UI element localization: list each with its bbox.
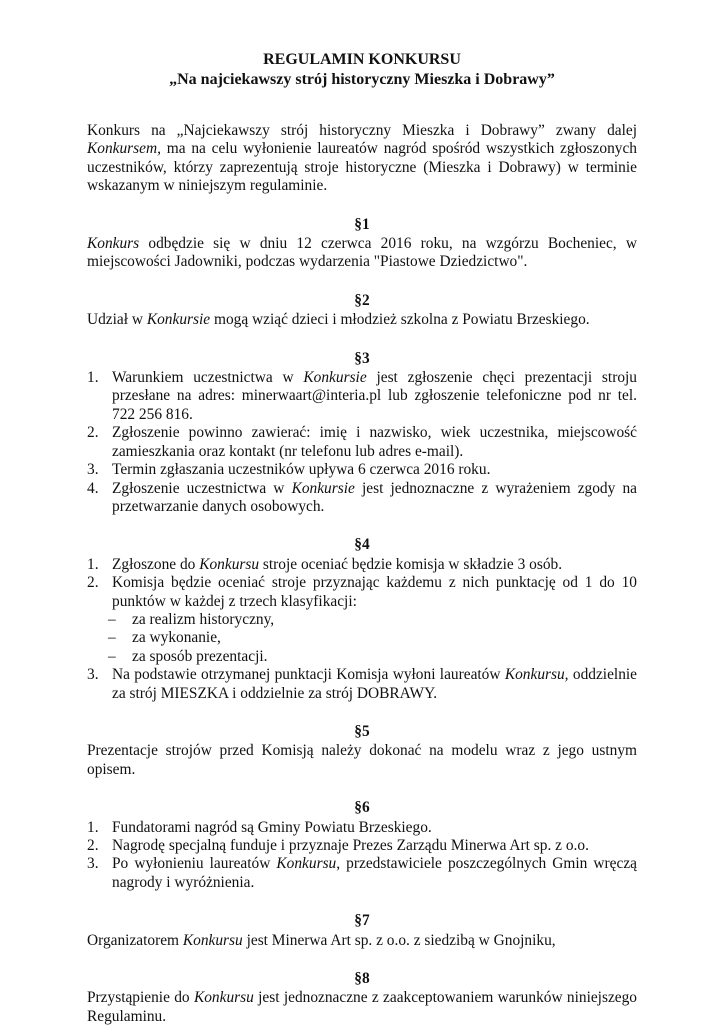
list-item	[87, 855, 637, 892]
list-emphasis: Konkursie	[291, 479, 355, 497]
list-number: 2.	[87, 424, 99, 442]
list-text: Nagrodę specjalną funduje i przyznaje Prezes Zarządu Minerwa Art sp. z o.o.	[112, 837, 589, 854]
document-title: REGULAMIN KONKURSU	[263, 51, 461, 68]
section-7-title: §7	[354, 912, 370, 930]
list-item	[87, 369, 637, 424]
list-number: 3.	[87, 855, 99, 873]
section-4-title: §4	[354, 536, 370, 554]
list-item	[87, 837, 637, 855]
list-emphasis: Konkursu	[276, 855, 337, 873]
intro-text-2: ma na celu wyłonienie laureatów nagród spośród wszystkich zgłoszonych uczestników, którzy zaprezentują stroje historyczne (Mieszka i Dobrawy) w terminie wskazanym w niniejszym regulaminie.	[87, 140, 637, 195]
section-7-emphasis: Konkursu	[182, 931, 243, 949]
section-8	[87, 970, 637, 1026]
list-text: Po wyłonieniu laureatów	[112, 855, 277, 873]
section-5-title: §5	[354, 722, 370, 740]
list-item	[87, 819, 637, 837]
classification-item	[87, 648, 637, 666]
intro-emphasis: Konkursem,	[87, 140, 161, 158]
list-number: 2.	[87, 837, 99, 854]
list-number: 1.	[87, 555, 99, 573]
section-4-list-continued	[87, 666, 637, 703]
list-number: 1.	[87, 818, 99, 836]
list-item	[87, 574, 637, 611]
section-2-text	[87, 311, 637, 329]
list-text: Zgłoszone do	[112, 555, 200, 573]
list-text: Warunkiem uczestnictwa w	[112, 369, 304, 387]
classification-list	[87, 611, 637, 666]
list-item	[87, 461, 637, 479]
list-text-2: jest jednoznaczne z wyrażeniem zgody na przetwarzanie danych osobowych.	[112, 479, 637, 515]
list-emphasis: Konkursu	[199, 555, 260, 573]
section-2-body-2: mogą wziąć dzieci i młodzież szkolna z Powiatu Brzeskiego.	[210, 311, 590, 329]
section-1-title: §1	[354, 215, 370, 233]
section-6	[87, 799, 637, 892]
section-7-body-2: jest Minerwa Art sp. z o.o. z siedzibą w Gnojniku,	[242, 931, 556, 949]
section-3-title: §3	[354, 349, 370, 367]
dash-bullet: –	[108, 610, 116, 628]
document-subtitle: „Na najciekawszy strój historyczny Mieszka i Dobrawy”	[169, 71, 555, 88]
list-text-2: oddzielnie za strój MIESZKA i oddzielnie za strój DOBRAWY.	[112, 666, 637, 702]
section-1-emphasis: Konkurs	[87, 235, 140, 253]
classification-item	[87, 629, 637, 647]
section-2-body: Udział w	[87, 311, 147, 329]
section-3	[87, 350, 637, 517]
document-header	[87, 50, 637, 90]
classification-text: za sposób prezentacji.	[132, 647, 268, 665]
dash-bullet: –	[108, 629, 116, 647]
section-3-list	[87, 369, 637, 516]
classification-item	[87, 611, 637, 629]
section-1	[87, 216, 637, 272]
list-item	[87, 424, 637, 461]
classification-text: za realizm historyczny,	[132, 610, 275, 628]
list-text: Fundatorami nagród są Gminy Powiatu Brzeskiego.	[112, 818, 432, 836]
list-text-2: stroje oceniać będzie komisja w składzie 3 osób.	[259, 555, 563, 573]
section-6-title: §6	[354, 799, 370, 817]
list-text-2: , przedstawiciele poszczególnych Gmin wręczą nagrody i wyróżnienia.	[112, 855, 637, 891]
list-text: Zgłoszenie uczestnictwa w	[112, 479, 292, 497]
list-item	[87, 666, 637, 703]
section-2-emphasis: Konkursie	[146, 311, 211, 329]
section-8-title: §8	[354, 970, 370, 988]
list-item	[87, 556, 637, 574]
section-7-body: Organizatorem	[87, 931, 183, 949]
section-8-body: Przystąpienie do	[87, 989, 194, 1007]
intro-text: Konkurs na „Najciekawszy strój historyczny Mieszka i Dobrawy” zwany dalej	[87, 122, 637, 139]
section-4	[87, 536, 637, 703]
list-item	[87, 480, 637, 517]
list-number: 3.	[87, 666, 99, 684]
list-text: Komisja będzie oceniać stroje przyznając każdemu z nich punktację od 1 do 10 punktów w każdej z trzech klasyfikacji:	[112, 574, 637, 610]
list-number: 3.	[87, 461, 99, 479]
section-2	[87, 292, 637, 330]
list-number: 4.	[87, 479, 99, 497]
list-text: Termin zgłaszania uczestników upływa 6 czerwca 2016 roku.	[112, 461, 491, 479]
classification-text: za wykonanie,	[132, 629, 221, 647]
section-5-text: Prezentacje strojów przed Komisją należy dokonać na modelu wraz z jego ustnym opisem.	[87, 742, 637, 778]
section-1-body: odbędzie się w dniu 12 czerwca 2016 roku, na wzgórzu Bocheniec, w miejscowości Jadowniki, podczas wydarzenia "Piastowe Dziedzictwo".	[87, 235, 637, 271]
list-number: 2.	[87, 574, 99, 592]
list-text: Na podstawie otrzymanej punktacji Komisja wyłoni laureatów	[112, 666, 505, 684]
list-text-2: jest zgłoszenie chęci prezentacji stroju przesłane na adres: minerwaart@interia.pl lub zgłoszenie telefoniczne pod nr tel. 722 256 816.	[112, 369, 637, 423]
section-7-text	[87, 932, 637, 950]
section-6-list	[87, 819, 637, 893]
dash-bullet: –	[108, 647, 116, 665]
section-7	[87, 912, 637, 950]
section-2-title: §2	[354, 291, 370, 309]
section-8-text	[87, 989, 637, 1026]
list-emphasis: Konkursu,	[504, 666, 569, 684]
section-4-list	[87, 556, 637, 611]
section-5	[87, 723, 637, 779]
intro-paragraph	[87, 122, 637, 196]
section-8-emphasis: Konkursu	[193, 989, 254, 1007]
list-text: Zgłoszenie powinno zawierać: imię i nazwisko, wiek uczestnika, miejscowość zamieszkania oraz kontakt (nr telefonu lub adres e-mail).	[112, 424, 637, 460]
section-1-text	[87, 235, 637, 272]
list-emphasis: Konkursie	[303, 369, 367, 387]
section-8-body-2: jest jednoznaczne z zaakceptowaniem warunków niniejszego Regulaminu.	[87, 989, 637, 1025]
list-number: 1.	[87, 369, 99, 387]
